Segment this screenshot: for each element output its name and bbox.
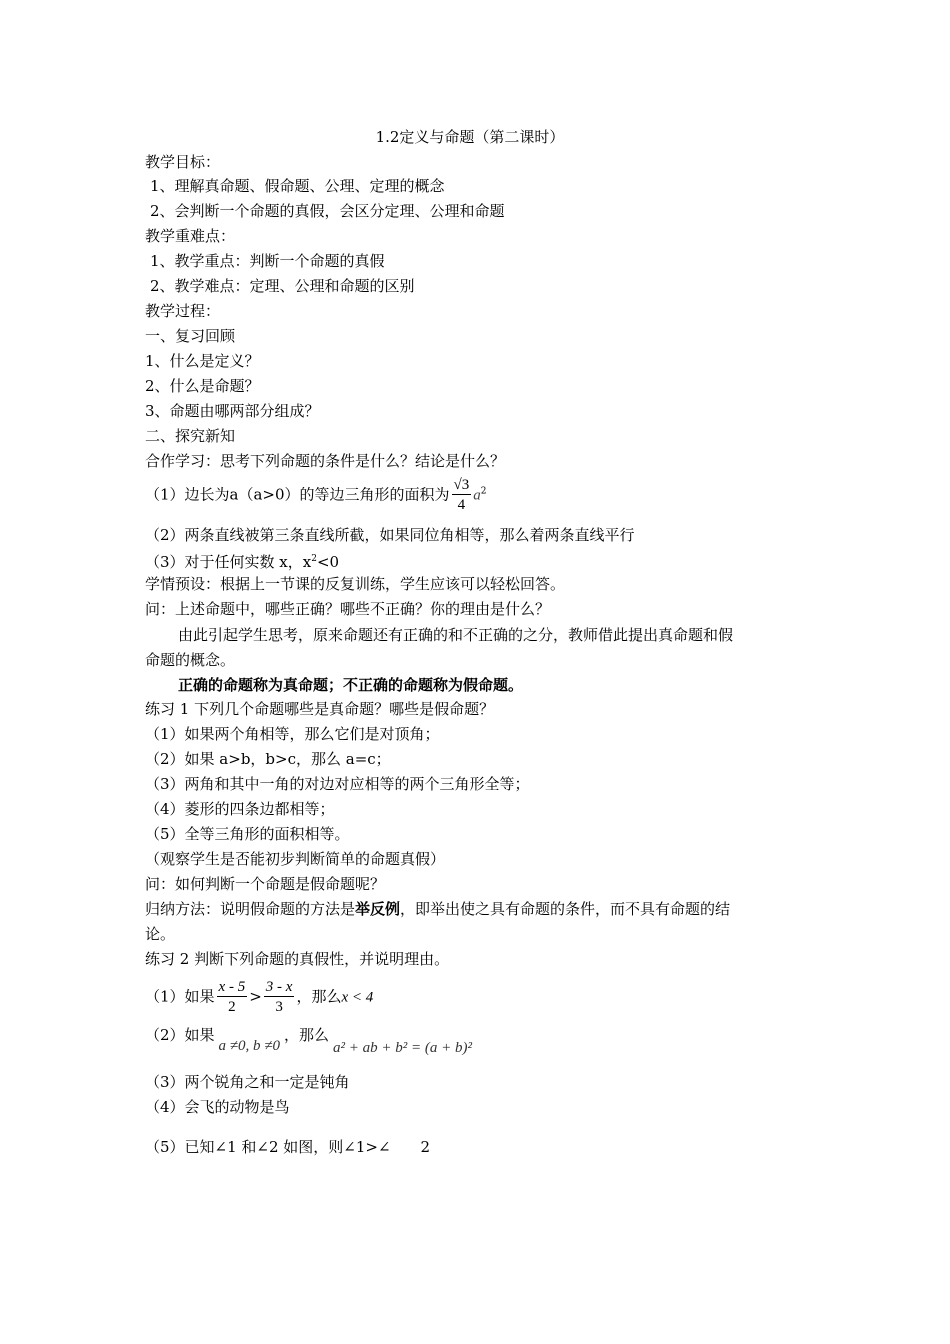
exercise-2-item-2: （2）如果a ≠0, b ≠0，那么a² + ab + b² = (a + b)² <box>145 1026 473 1056</box>
exercise-1-item: （4）菱形的四条边都相等； <box>145 800 335 818</box>
exercise-2-item-5: （5）已知∠1 和∠2 如图，则∠1>∠ 2 <box>145 1138 431 1156</box>
process-heading: 教学过程： <box>145 302 221 320</box>
exercise-2-item-4: （4）会飞的动物是鸟 <box>145 1098 290 1116</box>
key-heading: 教学重难点： <box>145 227 236 245</box>
sqrt3-over-4-fraction: $\frac{√3}{4}$ <box>453 477 470 513</box>
observe-note: （观察学生是否能初步判断简单的命题真假） <box>145 850 446 868</box>
proposition-1: （1）边长为a（a>0）的等边三角形的面积为 $\frac{√3}{4}$ $a^2$ <box>145 477 487 513</box>
exercise-2-item-3: （3）两个锐角之和一定是钝角 <box>145 1073 350 1091</box>
exercise-2-item-1: （1）如果 $\frac{x - 5}{2}$ > $\frac{3 - x}{3}$ ，那么x < 4 <box>145 979 374 1015</box>
key-2: 2、教学难点：定理、公理和命题的区别 <box>150 277 415 295</box>
review-2: 2、什么是命题？ <box>145 377 260 395</box>
page-title: 1.2定义与命题（第二课时） <box>375 128 565 146</box>
exercise-2-heading: 练习 2 判断下列命题的真假性，并说明理由。 <box>145 950 450 968</box>
review-1: 1、什么是定义？ <box>145 352 260 370</box>
question-1: 问：上述命题中，哪些正确？哪些不正确？你的理由是什么？ <box>145 600 551 618</box>
fraction: $\frac{3 - x}{3}$ <box>265 979 293 1015</box>
question-2: 问：如何判断一个命题是假命题呢？ <box>145 875 386 893</box>
proposition-2: （2）两条直线被第三条直线所截，如果同位角相等，那么着两条直线平行 <box>145 526 635 544</box>
fraction: $\frac{x - 5}{2}$ <box>218 979 246 1015</box>
preset: 学情预设：根据上一节课的反复训练，学生应该可以轻松回答。 <box>145 575 566 593</box>
explore-heading: 二、探究新知 <box>145 427 236 445</box>
exercise-1-item: （3）两角和其中一角的对边对应相等的两个三角形全等； <box>145 775 530 793</box>
goals-heading: 教学目标： <box>145 153 221 171</box>
coop-question: 合作学习：思考下列命题的条件是什么？结论是什么？ <box>145 452 506 470</box>
method-line-1: 归纳方法：说明假命题的方法是举反例，即举出使之具有命题的条件，而不具有命题的结 <box>145 900 731 918</box>
proposition-1-text: （1）边长为a（a>0）的等边三角形的面积为 <box>145 485 450 504</box>
goal-1: 1、理解真命题、假命题、公理、定理的概念 <box>150 177 445 195</box>
exercise-1-item: （2）如果 a>b，b>c，那么 a=c； <box>145 750 391 768</box>
exercise-1-item: （5）全等三角形的面积相等。 <box>145 825 350 843</box>
key-1: 1、教学重点：判断一个命题的真假 <box>150 252 385 270</box>
exercise-1-heading: 练习 1 下列几个命题哪些是真命题？哪些是假命题？ <box>145 700 495 718</box>
review-heading: 一、复习回顾 <box>145 327 236 345</box>
paragraph-line-1: 由此引起学生思考，原来命题还有正确的和不正确的之分，教师借此提出真命题和假 <box>178 626 734 644</box>
paragraph-line-2: 命题的概念。 <box>145 651 236 669</box>
goal-2: 2、会判断一个命题的真假，会区分定理、公理和命题 <box>150 202 505 220</box>
definition: 正确的命题称为真命题；不正确的命题称为假命题。 <box>178 676 524 694</box>
review-3: 3、命题由哪两部分组成？ <box>145 402 320 420</box>
proposition-3: （3）对于任何实数 x，$x^2<0$ <box>145 553 340 571</box>
method-line-2: 论。 <box>145 925 176 943</box>
exercise-1-item: （1）如果两个角相等，那么它们是对顶角； <box>145 725 440 743</box>
